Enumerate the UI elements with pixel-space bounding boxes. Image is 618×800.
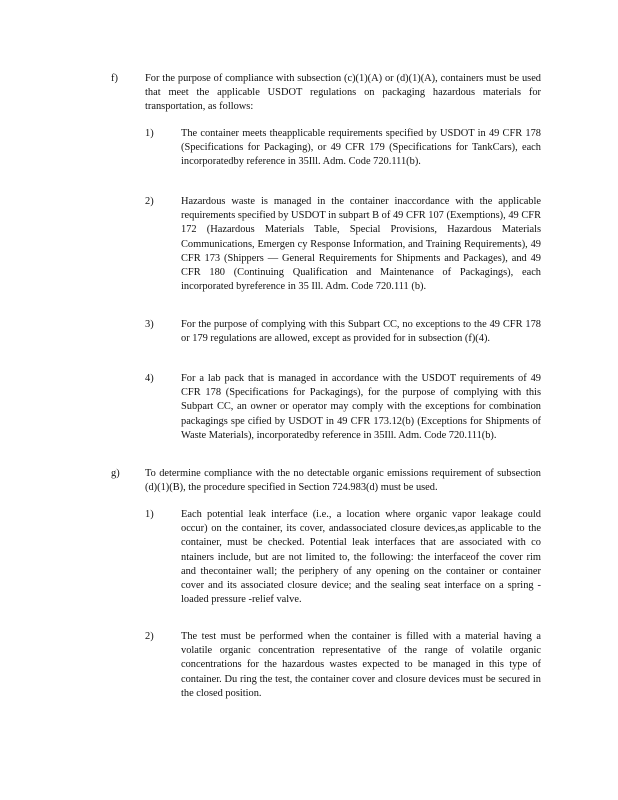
section-g-item-2-marker: 2) [145,631,154,642]
section-f-marker: f) [111,73,118,84]
section-g-marker: g) [111,468,120,479]
section-f-item-1-text: The container meets theapplicable requirements specified by USDOT in 49 CFR 178 (Specifications for Packaging), or 49 CFR 179 (Specifications for TankCars), each incorporatedby reference in 35Ill. Adm. Code 720.111(b). [181,128,541,168]
section-g-item-2-text: The test must be performed when the container is filled with a material having a volatile organic concentration representative of the range of volatile organic concentrations for the hazardous wastes expected to be managed in this type of container. Du ring the test, the container cover and closure devices must be secured in the closed position. [181,631,541,699]
section-f-item-1-marker: 1) [145,128,154,139]
section-f-item-4-marker: 4) [145,373,154,384]
section-f-item-3-text: For the purpose of complying with this Subpart CC, no exceptions to the 49 CFR 178 or 179 regulations are allowed, except as provided for in subsection (f)(4). [181,319,541,345]
section-f-item-4-text: For a lab pack that is managed in accordance with the USDOT requirements of 49 CFR 178 (Specifications for Packagings), for the purpose of complying with this Subpart CC, an owner or operator may comply with the exceptions for combination packagings spe cified by USDOT in 49 CFR 173.12(b) (Exceptions for Shipments of Waste Materials), incorporatedby reference in 35Ill. Adm. Code 720.111(b). [181,373,541,441]
section-g-text: To determine compliance with the no detectable organic emissions requirement of subsection (d)(1)(B), the procedure specified in Section 724.983(d) must be used. [145,468,541,494]
section-f-text: For the purpose of compliance with subsection (c)(1)(A) or (d)(1)(A), containers must be used that meet the applicable USDOT regulations on packaging hazardous materials for transportation, as follows: [145,73,541,113]
section-g-item-1-text: Each potential leak interface (i.e., a location where organic vapor leakage could occur) on the container, its cover, andassociated closure devices,as applicable to the container, must be checked. Potential leak interfaces that are associated with co ntainers include, but are not limited to, the following: the interfaceof the cover rim and thecontainer wall; the periphery of any opening on the container or container cover and its associated closure device; and the sealing seat interface on a spring - loaded pressure -relief valve. [181,509,541,606]
section-f-item-3-marker: 3) [145,319,154,330]
section-f-item-2-marker: 2) [145,196,154,207]
section-g-item-1-marker: 1) [145,509,154,520]
section-f-item-2-text: Hazardous waste is managed in the container inaccordance with the applicable requirements specified by USDOT in subpart B of 49 CFR 107 (Exemptions), 49 CFR 172 (Hazardous Materials Table, Special Provisions, Hazardous Materials Communications, Emergen cy Response Information, and Training Requirements), 49 CFR 173 (Shippers — General Requirements for Shipments and Packages), and 49 CFR 180 (Continuing Qualification and Maintenance of Packagings), each incorporated byreference in 35 Ill. Adm. Code 720.111 (b). [181,196,541,293]
